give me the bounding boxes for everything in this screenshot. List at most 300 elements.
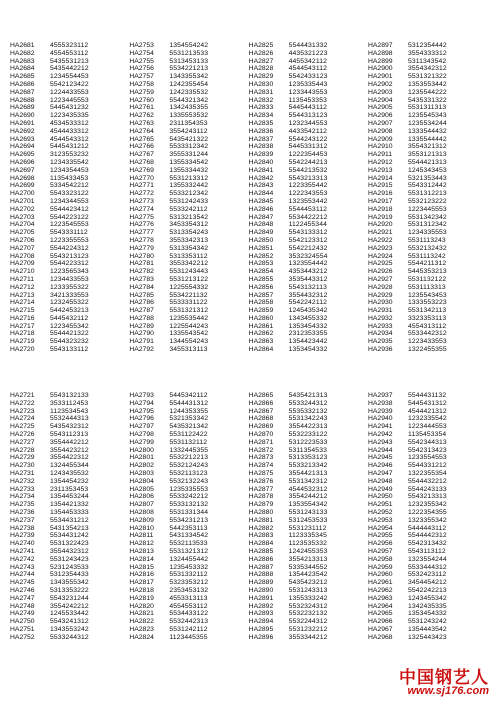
code-value: 5542433123 xyxy=(288,73,328,81)
code-row xyxy=(129,346,247,354)
code-id: HA2898 xyxy=(367,49,393,57)
code-row xyxy=(368,400,486,408)
code-id: HA2804 xyxy=(129,477,154,485)
code-row xyxy=(368,73,486,81)
code-row xyxy=(249,634,367,642)
code-value: 1325443423 xyxy=(407,633,447,641)
code-id: HA2912 xyxy=(367,158,393,166)
code-row xyxy=(10,493,128,501)
code-id: HA2743 xyxy=(10,563,35,571)
code-value: 5531132112 xyxy=(169,438,208,446)
code-row xyxy=(368,159,486,167)
code-value: 1354423442 xyxy=(288,338,328,346)
code-value: 5531342113 xyxy=(407,307,447,315)
code-value: 5531322423 xyxy=(50,540,89,548)
code-row xyxy=(10,50,128,58)
code-id: HA2827 xyxy=(248,57,274,65)
code-value: 5543133312 xyxy=(288,229,328,237)
code-value: 5531342243 xyxy=(288,415,328,423)
code-row xyxy=(249,447,367,455)
code-id: HA2846 xyxy=(248,205,274,213)
code-id: HA2788 xyxy=(129,314,154,322)
code-row xyxy=(10,346,128,354)
code-value: 5544224312 xyxy=(50,244,89,252)
code-row xyxy=(129,454,247,462)
code-value: 1342435335 xyxy=(407,602,447,610)
code-id: HA2714 xyxy=(10,299,35,307)
code-value: 5435421313 xyxy=(288,392,328,399)
code-row xyxy=(368,253,486,261)
code-value: 5542244213 xyxy=(288,158,328,166)
code-row xyxy=(10,323,128,331)
code-id: HA2752 xyxy=(10,633,35,641)
code-value: 5543331112 xyxy=(50,229,88,237)
code-value: 5435321342 xyxy=(169,423,209,431)
code-row xyxy=(249,540,367,548)
code-row xyxy=(249,151,367,159)
code-id: HA2878 xyxy=(248,493,274,501)
code-id: HA2882 xyxy=(248,524,274,532)
code-value: 1123534543 xyxy=(50,407,89,415)
code-row xyxy=(10,618,128,626)
code-row xyxy=(368,338,486,346)
code-value: 1235543453 xyxy=(407,291,447,299)
code-value: 5543133112 xyxy=(50,346,89,354)
code-id: HA2754 xyxy=(129,49,154,57)
code-id: HA2751 xyxy=(10,625,35,633)
code-id: HA2792 xyxy=(129,346,154,354)
code-id: HA2821 xyxy=(129,610,154,618)
code-row xyxy=(368,486,486,494)
code-id: HA2950 xyxy=(367,493,393,501)
code-value: 1323554244 xyxy=(407,555,447,563)
code-value: 1122455344 xyxy=(288,221,327,229)
code-id: HA2917 xyxy=(367,197,393,205)
code-row xyxy=(249,392,367,400)
code-value: 4353443212 xyxy=(288,268,328,276)
code-row xyxy=(249,517,367,525)
code-row xyxy=(368,564,486,572)
code-value: 1354453244 xyxy=(50,493,89,501)
code-value: 5542313432 xyxy=(407,540,447,548)
code-value: 5531331344 xyxy=(169,508,209,516)
code-id: HA2907 xyxy=(367,119,393,127)
code-id: HA2734 xyxy=(10,493,35,501)
code-row xyxy=(10,198,128,206)
code-id: HA2693 xyxy=(10,135,35,143)
code-value: 5533444312 xyxy=(407,563,447,571)
code-column xyxy=(249,392,367,642)
code-value: 5542344313 xyxy=(407,438,447,446)
code-row xyxy=(249,618,367,626)
code-value: 5531243133 xyxy=(288,508,328,516)
code-id: HA2745 xyxy=(10,579,35,587)
code-id: HA2718 xyxy=(10,330,35,338)
code-id: HA2709 xyxy=(10,260,35,268)
code-row xyxy=(129,299,247,307)
watermark xyxy=(399,669,489,697)
code-row xyxy=(368,603,486,611)
code-row xyxy=(10,595,128,603)
code-value: 5534221132 xyxy=(169,291,208,299)
code-table-columns xyxy=(10,392,486,642)
code-row xyxy=(129,58,247,66)
code-row xyxy=(368,143,486,151)
code-id: HA2746 xyxy=(10,586,35,594)
code-value: 1335543542 xyxy=(169,330,209,338)
code-row xyxy=(10,509,128,517)
code-value: 1123335345 xyxy=(288,532,327,540)
code-value: 5544223312 xyxy=(50,260,89,268)
code-id: HA2884 xyxy=(248,540,274,548)
code-id: HA2782 xyxy=(129,268,154,276)
code-value: 5323353212 xyxy=(169,579,209,587)
code-row xyxy=(249,198,367,206)
code-value: 5543231244 xyxy=(50,594,89,602)
code-id: HA2886 xyxy=(248,555,274,563)
code-value: 5435331322 xyxy=(407,96,447,104)
code-row xyxy=(249,268,367,276)
code-id: HA2800 xyxy=(129,446,154,454)
code-id: HA2706 xyxy=(10,236,35,244)
code-row xyxy=(368,454,486,462)
code-value: 5435531213 xyxy=(50,57,89,65)
code-id: HA2760 xyxy=(129,96,154,104)
code-value: 5312453533 xyxy=(288,516,328,524)
code-id: HA2769 xyxy=(129,166,154,174)
code-row xyxy=(129,81,247,89)
code-row xyxy=(368,97,486,105)
code-id: HA2809 xyxy=(129,516,154,524)
code-row xyxy=(249,128,367,136)
code-id: HA2836 xyxy=(248,127,274,135)
code-id: HA2861 xyxy=(248,322,274,330)
code-id: HA2748 xyxy=(10,602,35,610)
code-row xyxy=(368,587,486,595)
code-value: 5531342312 xyxy=(288,477,328,485)
code-id: HA2963 xyxy=(367,594,393,602)
code-id: HA2805 xyxy=(129,485,154,493)
code-row xyxy=(249,307,367,315)
code-value: 5531311313 xyxy=(407,104,447,112)
code-value: 1332445355 xyxy=(169,446,209,454)
code-value: 5311354533 xyxy=(288,446,327,454)
code-row xyxy=(129,447,247,455)
code-id: HA2776 xyxy=(129,221,154,229)
code-row xyxy=(10,532,128,540)
code-id: HA2853 xyxy=(248,260,274,268)
code-value: 5531213312 xyxy=(169,174,209,182)
code-value: 1223445553 xyxy=(50,96,89,104)
code-id: HA2859 xyxy=(248,307,274,315)
code-id: HA2733 xyxy=(10,485,35,493)
code-value: 2353453132 xyxy=(169,586,209,594)
code-value: 1354423542 xyxy=(288,571,328,579)
code-row xyxy=(249,509,367,517)
code-value: 1353553442 xyxy=(407,80,447,88)
code-row xyxy=(368,525,486,533)
code-value: 5533242112 xyxy=(169,205,208,213)
code-row xyxy=(249,486,367,494)
code-row xyxy=(10,486,128,494)
code-row xyxy=(10,470,128,478)
code-value: 1355333242 xyxy=(288,594,328,602)
code-row xyxy=(249,97,367,105)
code-id: HA2765 xyxy=(129,135,154,143)
code-row xyxy=(249,299,367,307)
code-id: HA2720 xyxy=(10,346,35,354)
code-id: HA2731 xyxy=(10,469,35,477)
code-row xyxy=(10,579,128,587)
code-value: 1233443553 xyxy=(288,88,328,96)
code-row xyxy=(368,260,486,268)
code-id: HA2869 xyxy=(248,423,274,431)
code-row xyxy=(368,89,486,97)
code-value: 5533244312 xyxy=(288,399,328,407)
code-row xyxy=(129,330,247,338)
code-row xyxy=(368,206,486,214)
code-id: HA2803 xyxy=(129,469,154,477)
code-row xyxy=(129,89,247,97)
code-id: HA2830 xyxy=(248,80,274,88)
code-row xyxy=(368,175,486,183)
code-value: 5543132133 xyxy=(50,392,89,399)
code-id: HA2783 xyxy=(129,275,154,283)
code-id: HA2732 xyxy=(10,477,35,485)
code-value: 1242335532 xyxy=(169,88,209,96)
code-id: HA2881 xyxy=(248,516,274,524)
code-value: 1245533442 xyxy=(50,610,89,618)
code-value: 5531342342 xyxy=(407,213,447,221)
code-value: 3554244212 xyxy=(288,493,328,501)
code-id: HA2828 xyxy=(248,65,274,73)
code-row xyxy=(249,525,367,533)
code-row xyxy=(249,454,367,462)
code-row xyxy=(249,120,367,128)
code-id: HA2801 xyxy=(129,454,154,462)
code-value: 1245343453 xyxy=(407,166,447,174)
code-row xyxy=(129,587,247,595)
code-row xyxy=(368,198,486,206)
code-row xyxy=(129,431,247,439)
code-row xyxy=(249,89,367,97)
code-row xyxy=(249,221,367,229)
code-value: 5534431242 xyxy=(50,532,89,540)
code-row xyxy=(10,408,128,416)
code-id: HA2785 xyxy=(129,291,154,299)
code-value: 1235335553 xyxy=(169,485,209,493)
code-id: HA2885 xyxy=(248,547,274,555)
code-row xyxy=(10,626,128,634)
code-id: HA2738 xyxy=(10,524,35,532)
code-value: 1242455353 xyxy=(288,547,328,555)
code-id: HA2860 xyxy=(248,314,274,322)
code-value: 5531312342 xyxy=(407,221,447,229)
code-id: HA2790 xyxy=(129,330,154,338)
code-id: HA2686 xyxy=(10,80,35,88)
code-value: 5532132243 xyxy=(169,477,209,485)
code-row xyxy=(10,525,128,533)
code-row xyxy=(249,182,367,190)
code-id: HA2694 xyxy=(10,143,35,151)
code-row xyxy=(10,260,128,268)
code-row xyxy=(10,284,128,292)
code-row xyxy=(249,532,367,540)
code-row xyxy=(10,400,128,408)
code-id: HA2887 xyxy=(248,563,274,571)
code-row xyxy=(10,299,128,307)
code-value: 5542313423 xyxy=(407,446,447,454)
code-id: HA2740 xyxy=(10,540,35,548)
code-id: HA2902 xyxy=(367,80,393,88)
code-id: HA2728 xyxy=(10,446,35,454)
code-id: HA2806 xyxy=(129,493,154,501)
code-value: 5532444313 xyxy=(50,415,89,423)
code-value: 5533312342 xyxy=(169,143,209,151)
code-id: HA2725 xyxy=(10,423,35,431)
code-id: HA2826 xyxy=(248,49,274,57)
code-row xyxy=(368,610,486,618)
code-value: 5544421313 xyxy=(407,158,447,166)
code-value: 5542123422 xyxy=(50,80,89,88)
code-value: 1223455342 xyxy=(50,322,89,330)
code-row xyxy=(129,112,247,120)
code-value: 5531312213 xyxy=(407,190,447,198)
code-value: 5431334542 xyxy=(169,532,209,540)
code-value: 2311353453 xyxy=(50,485,89,493)
code-id: HA2947 xyxy=(367,469,393,477)
code-row xyxy=(129,439,247,447)
code-row xyxy=(129,120,247,128)
code-row xyxy=(129,182,247,190)
code-id: HA2705 xyxy=(10,229,35,237)
code-row xyxy=(368,50,486,58)
code-row xyxy=(129,104,247,112)
code-value: 1242355454 xyxy=(169,80,209,88)
code-value: 5445431212 xyxy=(50,143,89,151)
code-id: HA2774 xyxy=(129,205,154,213)
code-row xyxy=(249,206,367,214)
code-row xyxy=(10,462,128,470)
code-row xyxy=(129,315,247,323)
code-value: 5445432112 xyxy=(50,314,89,322)
code-value: 5543323122 xyxy=(50,190,89,198)
code-id: HA2883 xyxy=(248,532,274,540)
code-value: 2311354353 xyxy=(169,119,208,127)
code-id: HA2916 xyxy=(367,190,393,198)
code-row xyxy=(249,50,367,58)
code-value: 3553342313 xyxy=(169,236,209,244)
code-id: HA2847 xyxy=(248,213,274,221)
code-row xyxy=(249,431,367,439)
code-row xyxy=(249,626,367,634)
code-row xyxy=(129,408,247,416)
code-id: HA2781 xyxy=(129,260,154,268)
code-row xyxy=(249,42,367,50)
code-id: HA2815 xyxy=(129,563,154,571)
code-row xyxy=(129,42,247,50)
code-id: HA2796 xyxy=(129,415,154,423)
code-row xyxy=(10,307,128,315)
code-id: HA2852 xyxy=(248,252,274,260)
code-row xyxy=(10,182,128,190)
code-value: 5531332112 xyxy=(169,571,208,579)
code-row xyxy=(129,253,247,261)
code-value: 5544223122 xyxy=(50,213,89,221)
code-value: 4554553112 xyxy=(50,49,89,57)
code-id: HA2952 xyxy=(367,508,393,516)
code-row xyxy=(10,587,128,595)
code-id: HA2951 xyxy=(367,501,393,509)
code-id: HA2739 xyxy=(10,532,35,540)
code-value: 1343553242 xyxy=(50,625,89,633)
code-id: HA2849 xyxy=(248,229,274,237)
code-value: 1222354453 xyxy=(288,151,328,159)
code-row xyxy=(10,564,128,572)
code-row xyxy=(368,65,486,73)
code-id: HA2848 xyxy=(248,221,274,229)
code-row xyxy=(368,307,486,315)
code-value: 5542242213 xyxy=(407,586,447,594)
code-row xyxy=(10,221,128,229)
code-row xyxy=(368,470,486,478)
code-value: 1333544432 xyxy=(407,127,447,135)
code-row xyxy=(129,175,247,183)
code-id: HA2910 xyxy=(367,143,393,151)
code-value: 5532132432 xyxy=(407,244,447,252)
code-row xyxy=(368,330,486,338)
code-id: HA2798 xyxy=(129,430,154,438)
code-row xyxy=(249,284,367,292)
code-id: HA2742 xyxy=(10,555,35,563)
code-row xyxy=(10,104,128,112)
code-id: HA2937 xyxy=(367,392,393,399)
code-row xyxy=(249,579,367,587)
code-value: 1354421332 xyxy=(50,501,89,509)
code-row xyxy=(129,214,247,222)
code-id: HA2915 xyxy=(367,182,393,190)
code-id: HA2744 xyxy=(10,571,35,579)
code-column xyxy=(129,392,247,642)
code-id: HA2944 xyxy=(367,446,393,454)
code-id: HA2721 xyxy=(10,392,35,399)
code-id: HA2684 xyxy=(10,65,35,73)
code-value: 5531321312 xyxy=(169,307,209,315)
code-id: HA2874 xyxy=(248,462,274,470)
code-id: HA2697 xyxy=(10,166,35,174)
code-row xyxy=(249,587,367,595)
code-id: HA2779 xyxy=(129,244,154,252)
code-column xyxy=(10,42,128,354)
code-row xyxy=(10,73,128,81)
code-id: HA2953 xyxy=(367,516,393,524)
code-id: HA2786 xyxy=(129,299,154,307)
code-row xyxy=(129,595,247,603)
code-value: 5544313123 xyxy=(288,112,328,120)
code-value: 3554243112 xyxy=(169,127,208,135)
code-value: 5321353443 xyxy=(407,174,447,182)
code-id: HA2713 xyxy=(10,291,35,299)
code-value: 1235335443 xyxy=(288,80,328,88)
code-row xyxy=(368,423,486,431)
code-value: 5543112313 xyxy=(50,430,89,438)
code-id: HA2698 xyxy=(10,174,35,182)
code-value: 1355332442 xyxy=(169,182,209,190)
code-row xyxy=(10,167,128,175)
code-id: HA2914 xyxy=(367,174,393,182)
code-value: 1343555342 xyxy=(50,579,89,587)
code-row xyxy=(129,470,247,478)
